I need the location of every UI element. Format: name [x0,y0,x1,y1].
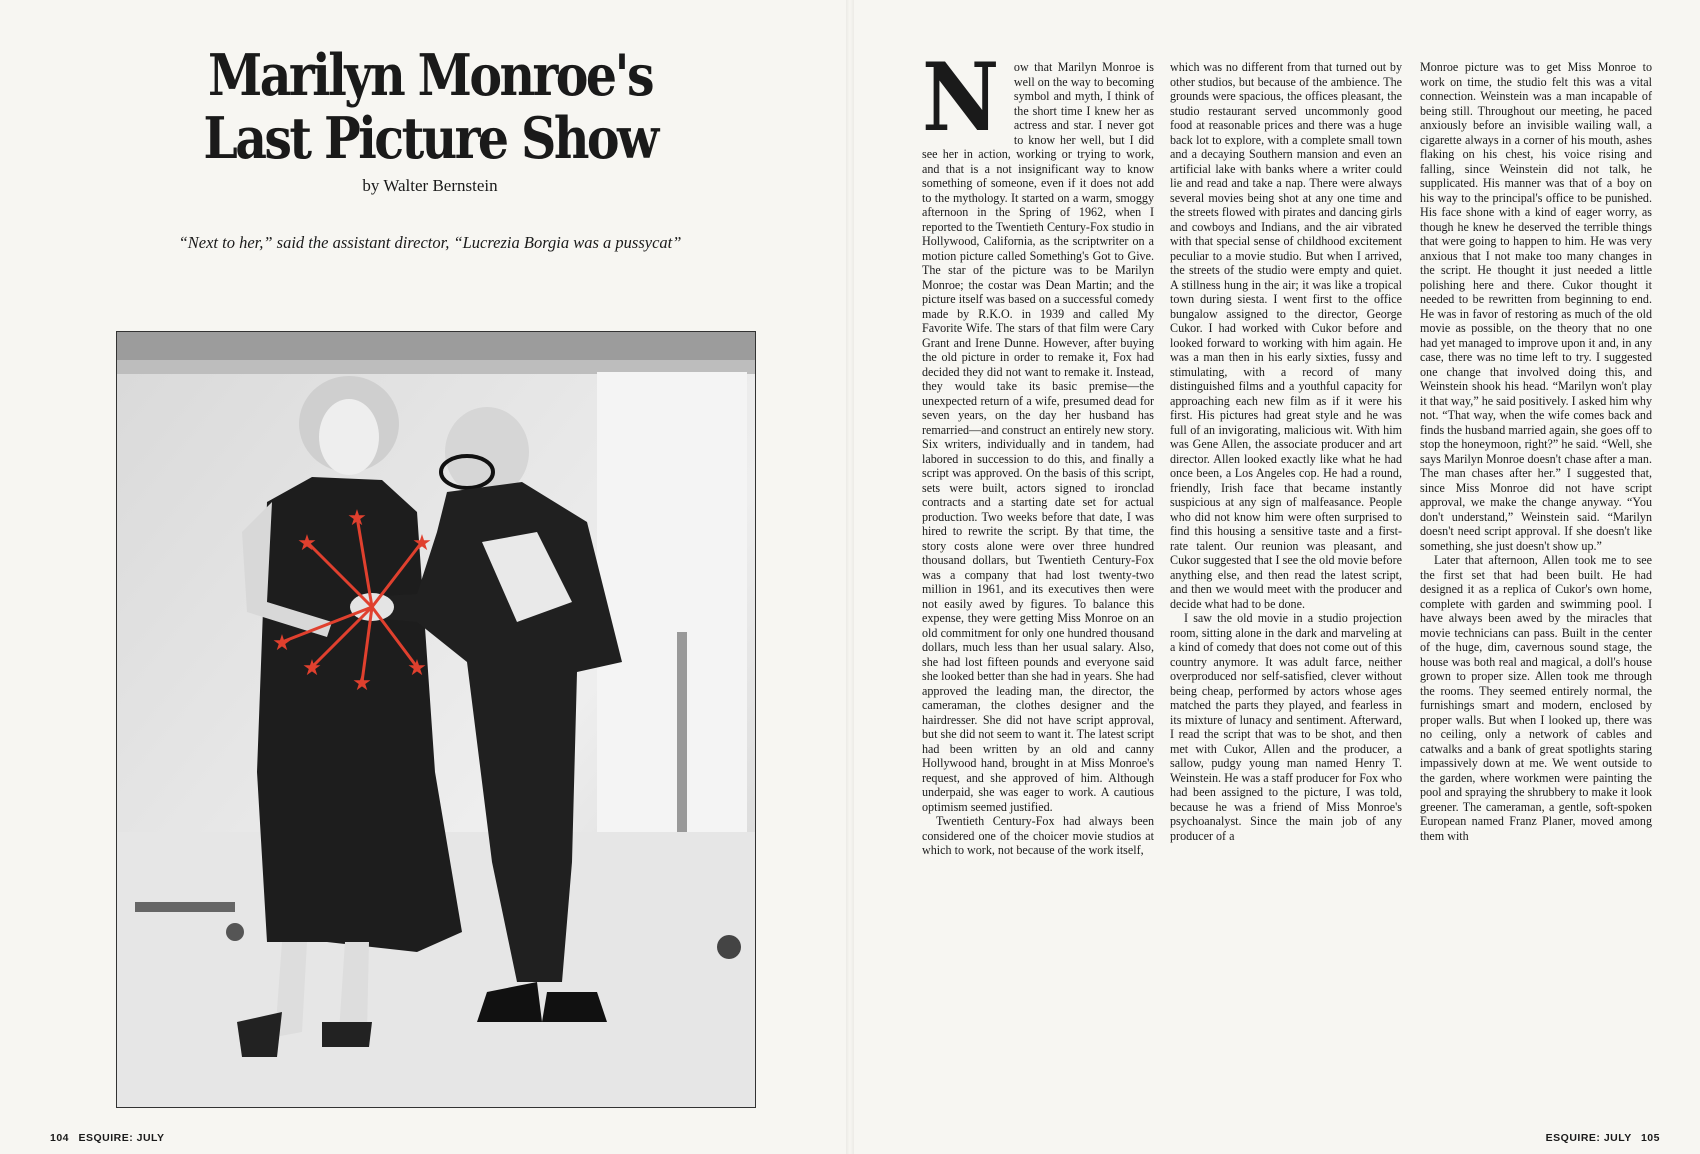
left-page-number: 104 [50,1132,70,1144]
right-folio [1546,1132,1666,1144]
dropcap: N [922,43,1000,153]
deck-quote: “Next to her,” said the assistant director, “Lucrezia Borgia was a pussycat” [178,233,682,252]
right-page [850,0,1700,1154]
paragraph-5: Monroe picture was to get Miss Monroe to work on time, the studio felt this was a vital connection. Weinstein was a man incapable of being still. Throughout our meeting, he paced anxiously before an invisible wailing wall, a cigarette always in a corner of his mouth, ashes flaking on his chest, his voice rising and falling, since Weinstein did not talk, he supplicated. His manner was that of a boy on his way to the principal's office to be punished. His face shone with a kind of eager worry, as though he knew he deserved the terrible things that were going to happen to him. He was very anxious that I not make too many changes in the script. He thought it just needed a little polishing here and there. Cukor thought it needed to be rewritten from beginning to end. He was in favor of restoring as much of the old movie as possible, on the theory that no one had yet managed to improve upon it and, in any case, there was no time left to try. I suggested one change that involved doing this, and Weinstein shook his head. “Marilyn won't play it that way,” he said positively. I asked him why not. “That way, when the wife comes back and finds the husband married again, she goes off to stop the honeymoon, right?” he said. “Well, she says Marilyn Monroe doesn't chase after a man. The man chases after her.” I suggested that, since Miss Monroe did not have script approval, we make the change anyway. “You don't understand,” Weinstein said. “Marilyn doesn't need script approval. If she doesn't like something, she just doesn't show up.” [1420,60,1652,553]
svg-text:★: ★ [352,671,372,696]
column-2 [1170,60,1402,843]
svg-text:★: ★ [297,531,317,556]
column-3 [1420,60,1652,843]
paragraph-2: Twentieth Century-Fox had always been considered one of the choicer movie studios at which to work, not because of the work itself, [922,814,1154,857]
title-line-1: Marilyn Monroe's [208,42,652,109]
svg-text:★: ★ [407,656,427,681]
paragraph-1 [922,43,1154,814]
right-page-number: 105 [1640,1132,1660,1144]
paragraph-6: Later that afternoon, Allen took me to see the first set that had been built. He had designed it as a replica of Cukor's own home, complete with garden and swimming pool. I have always been awed by the miracles that movie technicians can pass. Built in the center of the huge, dim, cavernous sound stage, the house was both real and magical, a doll's house grown to proper size. Allen took me through the rooms. They seemed entirely normal, the furnishings smart and modern, enclosed by proper walls. But when I looked up, there was no ceiling, only a network of cables and catwalks and a bank of great spotlights staring impassively down at me. We went outside to the garden, where workmen were painting the pool and spraying the shrubbery to make it look greener. The cameraman, a gentle, soft-spoken European named Franz Planer, moved among them with [1420,553,1652,843]
paragraph-3: which was no different from that turned out by other studios, but because of the ambience. The grounds were spacious, the offices pleasant, the studio restaurant served uncommonly good food at reasonable prices and there was a huge back lot to explore, with a complete small town and a decaying Southern mansion and even an artificial lake with banks where a writer could lie and read and take a nap. There were always several movies being shot at any one time and the streets flowed with pirates and dancing girls and cowboys and Indians, and the air vibrated with that special sense of childhood excitement peculiar to a movie studio. But when I arrived, the streets of the studio were empty and quiet. A stillness hung in the air; it was like a tropical town during siesta. I went first to the office bungalow assigned to the director, George Cukor. I had worked with Cukor before and looked forward to working with him again. He was a man then in his early sixties, fussy and stimulating, with a record of many distinguished films and a youthful capacity for approaching each new film as if it were his first. His pictures had great style and he was full of an invigorating, malicious wit. With him was Gene Allen, the associate producer and art director. Allen looked exactly like what he had once been, a Los Angeles cop. He had a round, friendly, Irish face that became instantly suspicious at any sign of malfeasance. People who did not know him were often surprised to find this housing a sensitive taste and a first-rate talent. Our reunion was pleasant, and Cukor suggested that I see the old movie before anything else, and then read the latest script, and then we would meet with the producer and decide what had to be done. [1170,60,1402,611]
right-magazine-name: ESQUIRE: JULY [1545,1132,1632,1144]
svg-text:★: ★ [347,506,367,531]
column-1 [922,43,1154,858]
paragraph-4: I saw the old movie in a studio projection room, sitting alone in the dark and marveling at a kind of comedy that does not come out of this country anymore. It was adult farce, neither overproduced nor self-satisfied, clever without being cheap, performed by actors whose ages matched the parts they played, and fearless in its mixture of lunacy and sentiment. Afterward, I read the script that was to be shot, and then met with Cukor, Allen and the producer, a sallow, pudgy young man named Henry T. Weinstein. He was a staff producer for Fox who had been assigned to the picture, I was told, because he was a friend of Miss Monroe's psychoanalyst. Since the main job of any producer of a [1170,611,1402,843]
title-line-2: Last Picture Show [203,105,657,172]
svg-text:★: ★ [412,531,432,556]
left-magazine-name: ESQUIRE: JULY [78,1132,165,1144]
article-title [189,44,671,170]
article-photo [116,331,756,1108]
left-folio [44,1132,165,1144]
byline: by Walter Bernstein [362,176,498,195]
photo-illustration [117,332,755,1107]
svg-text:★: ★ [272,631,292,656]
svg-text:★: ★ [302,656,322,681]
paragraph-1-text: ow that Marilyn Monroe is well on the way to becoming symbol and myth, I think of the short time I knew her as actress and star. I never got to know her well, but I did see her in action, working or trying to work, and that is a not insignificant way to know something of someone, even if it does not add to the mythology. It started on a warm, smoggy afternoon in the Spring of 1962, when I reported to the Twentieth Century-Fox studio in Hollywood, California, as the scriptwriter on a motion picture called Something's Got to Give. The star of the picture was to be Marilyn Monroe; the costar was Dean Martin; and the picture itself was based on a successful comedy made by R.K.O. in 1939 and called My Favorite Wife. The stars of that film were Cary Grant and Irene Dunne. However, after buying the old picture in order to remake it, Fox had decided they did not want to remake it. Instead, they would take its basic premise—the unexpected return of a wife, presumed dead for seven years, on the day her husband has remarried—and construct an entirely new story. Six writers, individually and in tandem, had labored in succession to do this, and finally a script was approved. On the basis of this script, sets were built, actors signed to ironclad contracts and a starting date set for actual production. Two weeks before that date, I was hired to rewrite the script. By that time, the story costs alone were over three hundred thousand dollars, but Twentieth Century-Fox was a company that had lost twenty-two million in 1961, and its executives then were not easily awed by figures. To balance this expense, they were getting Miss Monroe on an old commitment for only one hundred thousand dollars, much less than her usual salary. Also, she had lost fifteen pounds and everyone said she looked better than she had in years. She had approved the leading man, the director, the cameraman, the clothes designer and the hairdresser. She did not have script approval, but she did not seem to want it. The latest script had been written by an old and canny Hollywood hand, brought in at Miss Monroe's request, and she approved of him. Although underpaid, she was eager to work. A cautious optimism seemed justified. [922,60,1154,814]
